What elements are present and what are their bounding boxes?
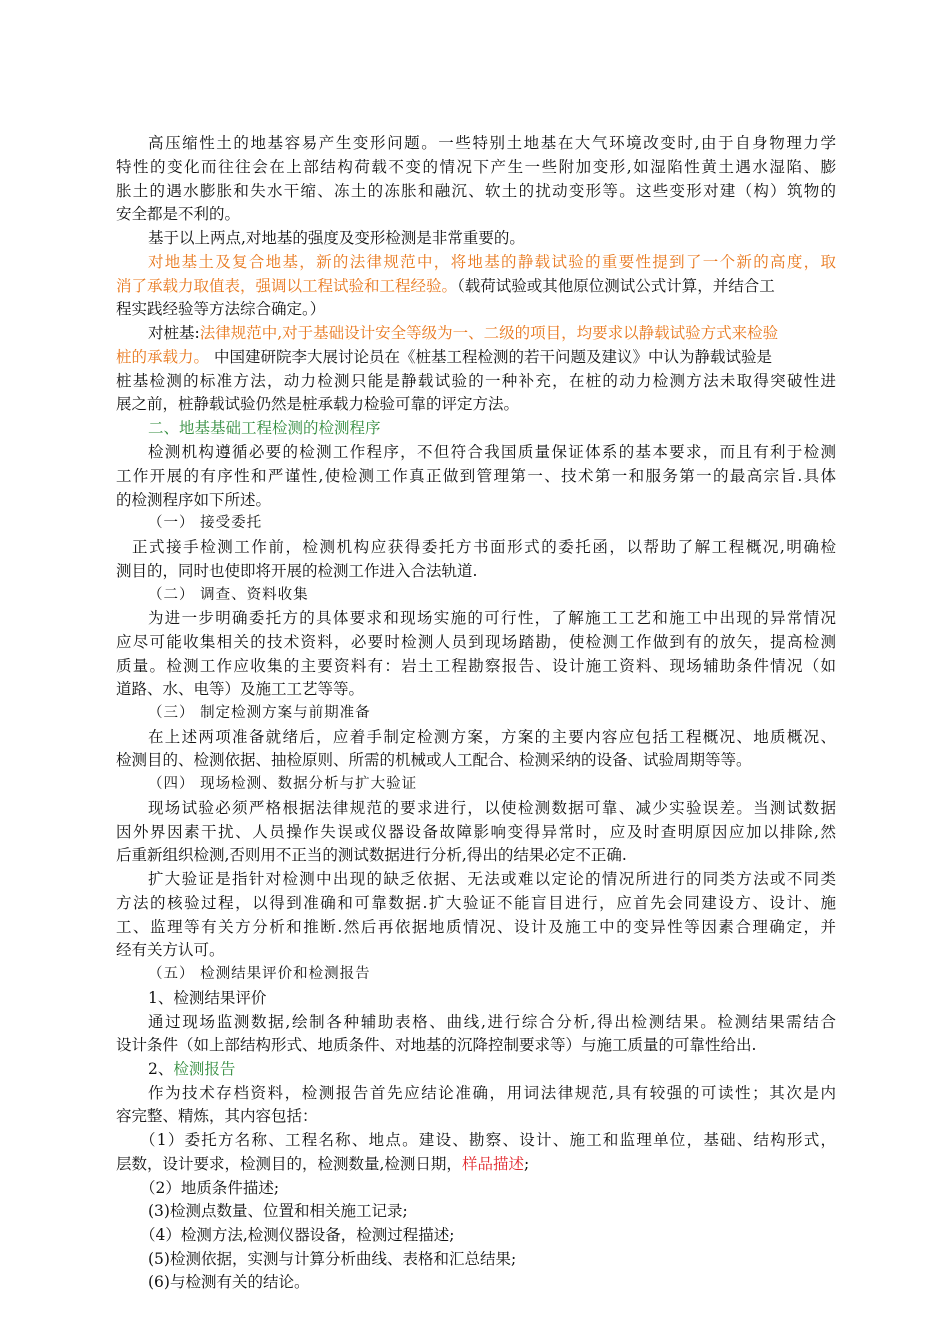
mixed-text-line	[116, 346, 836, 368]
text-line: 特性的变化而往往会在上部结构荷载不变的情况下产生一些附加变形,如湿陷性黄土遇水湿陷、膨	[116, 158, 836, 176]
text-line: 在上述两项准备就绪后，应着手制定检测方案，方案的主要内容应包括工程概况、地质概况、	[148, 728, 836, 746]
list-item: (6)与检测有关的结论。	[148, 1273, 310, 1291]
section-title: 二、地基基础工程检测的检测程序	[148, 419, 381, 437]
subsection-heading: （二） 调查、资料收集	[148, 587, 309, 603]
text-line: 设计条件（如上部结构形式、地质条件、对地基的沉降控制要求等）与施工质量的可靠性给出.	[116, 1036, 757, 1054]
subsection-heading: （三） 制定检测方案与前期准备	[148, 705, 371, 721]
text-line: 后重新组织检测,否则用不正当的测试数据进行分析,得出的结果必定不正确.	[116, 846, 627, 864]
text-span: （载荷试验或其他原位测试公式计算，并结合工	[457, 277, 775, 295]
text-line: 方法的核验过程，以得到准确和可靠数据.扩大验证不能盲目进行，应首先会同建设方、设计、施	[116, 894, 836, 912]
list-item: （4）检测方法,检测仪器设备，检测过程描述;	[140, 1226, 455, 1244]
text-line: 检测机构遵循必要的检测工作程序，不但符合我国质量保证体系的基本要求，而且有利于检测	[148, 443, 836, 461]
text-line: 容完整、精炼，其内容包括：	[116, 1107, 318, 1125]
text-line: 通过现场监测数据,绘制各种辅助表格、曲线,进行综合分析,得出检测结果。检测结果需结合	[148, 1013, 836, 1031]
list-item: （1）委托方名称、工程名称、地点。建设、勘察、设计、施工和监理单位，基础、结构形式，	[140, 1131, 836, 1149]
text-line: 安全都是不利的。	[116, 205, 241, 223]
highlighted-text: 桩的承载力。	[116, 348, 210, 366]
text-span: 中国建研院李大展讨论员在《桩基工程检测的若干问题及建议》中认为静载试验是	[209, 348, 772, 366]
subsection-heading: （一） 接受委托	[148, 515, 263, 531]
text-line: 的检测程序如下所述。	[116, 491, 272, 509]
text-line: 质量。检测工作应收集的主要资料有：岩土工程勘察报告、设计施工资料、现场辅助条件情况（如	[116, 657, 836, 675]
text-line: 经有关方认可。	[116, 941, 225, 959]
sub-heading: 1、检测结果评价	[148, 989, 267, 1007]
highlighted-text: 法律规范中,对于基础设计安全等级为一、二级的项目，均要求以静载试验方式来检验	[199, 324, 779, 342]
text-line: 基于以上两点,对地基的强度及变形检测是非常重要的。	[148, 229, 525, 247]
list-item: （2）地质条件描述;	[140, 1179, 280, 1197]
text-line: 正式接手检测工作前，检测机构应获得委托方书面形式的委托函，以帮助了解工程概况,明确检	[132, 538, 836, 556]
text-line: 高压缩性土的地基容易产生变形问题。一些特别土地基在大气环境改变时,由于自身物理力学	[148, 134, 836, 152]
text-line: 测目的，同时也使即将开展的检测工作进入合法轨道.	[116, 562, 478, 580]
text-line: 工作开展的有序性和严谨性,使检测工作真正做到管理第一、技术第一和服务第一的最高宗旨.具体	[116, 467, 836, 485]
highlighted-text-line: 对地基土及复合地基，新的法律规范中，将地基的静载试验的重要性提到了一个新的高度，取	[148, 253, 836, 271]
sub-heading	[148, 1058, 836, 1080]
text-line: 检测目的、检测依据、抽检原则、所需的机械或人工配合、检测采纳的设备、试验周期等等。	[116, 751, 752, 769]
text-line: 桩基检测的标准方法，动力检测只能是静载试验的一种补充，在桩的动力检测方法未取得突破性进	[116, 372, 836, 390]
subsection-heading: （四） 现场检测、数据分析与扩大验证	[148, 776, 418, 792]
text-line: 程实践经验等方法综合确定。）	[116, 300, 326, 318]
list-item: (3)检测点数量、位置和相关施工记录;	[148, 1202, 408, 1220]
text-line: 工、监理等有关方分析和推断.然后再依据地质情况、设计及施工中的变异性等因素合理确定，并	[116, 918, 836, 936]
text-line: 胀土的遇水膨胀和失水干缩、冻土的冻胀和融沉、软土的扰动变形等。这些变形对建（构）筑物的	[116, 182, 836, 200]
text-line: 为进一步明确委托方的具体要求和现场实施的可行性，了解施工工艺和施工中出现的异常情况	[148, 609, 836, 627]
mixed-text-line	[148, 322, 836, 344]
text-span: 2、	[148, 1060, 174, 1078]
text-line: 现场试验必须严格根据法律规范的要求进行，以使检测数据可靠、减少实验误差。当测试数据	[148, 799, 836, 817]
subsection-heading: （五） 检测结果评价和检测报告	[148, 966, 371, 982]
text-span: 对桩基:	[148, 324, 200, 342]
text-span: ;	[523, 1155, 530, 1173]
text-line: 展之前，桩静载试验仍然是桩承载力检验可靠的评定方法。	[116, 395, 520, 413]
text-line: 作为技术存档资料，检测报告首先应结论准确，用词法律规范,具有较强的可读性；其次是内	[148, 1084, 836, 1102]
list-item: (5)检测依据，实测与计算分析曲线、表格和汇总结果;	[148, 1250, 517, 1268]
text-line: 应尽可能收集相关的技术资料，必要时检测人员到现场踏勘，使检测工作做到有的放矢，提高检测	[116, 633, 836, 651]
text-span: 层数，设计要求，检测目的，检测数量,检测日期，	[116, 1155, 462, 1173]
text-line: 道路、水、电等）及施工工艺等等。	[116, 680, 365, 698]
mixed-text-line	[116, 1153, 836, 1175]
highlighted-text: 样品描述	[461, 1155, 524, 1173]
text-line: 因外界因素干扰、人员操作失误或仪器设备故障影响变得异常时，应及时查明原因应加以排除,然	[116, 823, 836, 841]
highlighted-text: 检测报告	[173, 1060, 236, 1078]
text-line: 扩大验证是指针对检测中出现的缺乏依据、无法或难以定论的情况所进行的同类方法或不同类	[148, 870, 836, 888]
highlighted-text: 消了承载力取值表，强调以工程试验和工程经验。	[116, 277, 458, 295]
mixed-text-line	[116, 275, 836, 297]
